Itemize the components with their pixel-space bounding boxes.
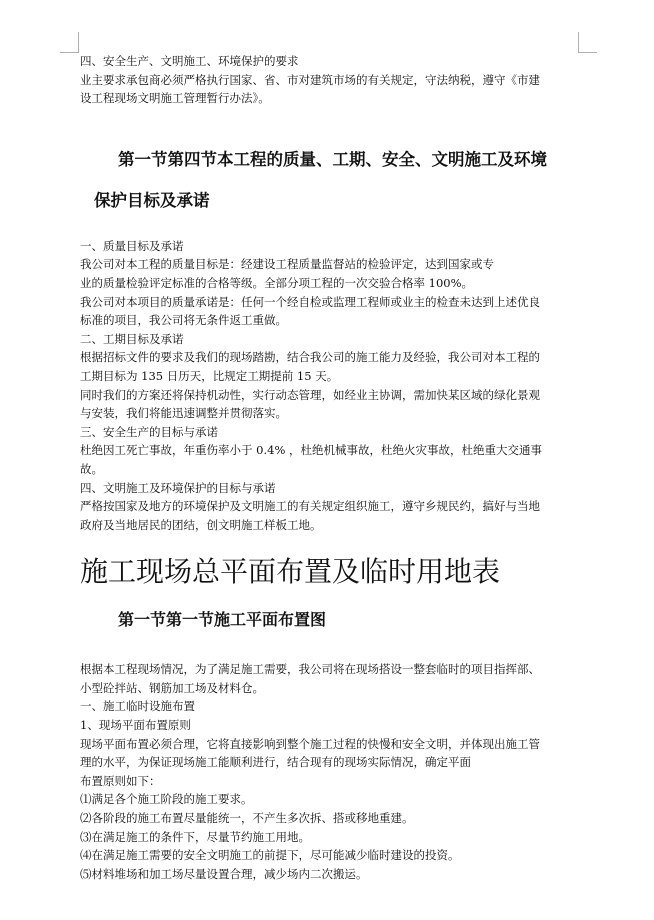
paragraph-line: 现场平面布置必须合理，它将直接影响到整个施工过程的快慢和安全文明，并体现出施工管: [80, 736, 540, 751]
paragraph-line: 1、现场平面布置原则: [80, 718, 191, 733]
paragraph-line: 根据本工程现场情况，为了满足施工需要，我公司将在现场搭设一整套临时的项目指挥部、: [80, 662, 540, 677]
sub-heading: 第一节第一节施工平面布置图: [118, 610, 327, 630]
paragraph-line: 标准的项目，我公司将无条件返工重做。: [80, 313, 287, 328]
section-heading-line-1: 第一节第四节本工程的质量、工期、安全、文明施工及环境: [118, 149, 547, 169]
paragraph-line: 业的质量检验评定标准的合格等级。全部分项工程的一次交验合格率 100%。: [80, 275, 474, 290]
paragraph-line: 我公司对本项目的质量承诺是：任何一个经自检或监理工程师或业主的检查未达到上述优良: [80, 294, 540, 309]
paragraph-line: ⑴满足各个施工阶段的施工要求。: [80, 792, 253, 807]
document-body: [80, 52, 582, 883]
paragraph-line: 二、工期目标及承诺: [80, 331, 184, 346]
paragraph-line: 一、施工临时设施布置: [80, 699, 195, 714]
paragraph-line: 故。: [80, 461, 103, 476]
paragraph-line: 三、安全生产的目标与承诺: [80, 424, 218, 439]
paragraph-line: ⑷在满足施工需要的安全文明施工的前提下，尽可能减少临时建设的投资。: [80, 848, 460, 863]
page-corner-mark-top-left: [60, 32, 79, 53]
paragraph-line: 小型砼拌站、钢筋加工场及材料仓。: [80, 680, 264, 695]
main-heading: 施工现场总平面布置及临时用地表: [80, 555, 501, 589]
paragraph-line: ⑵各阶段的施工布置尽量能统一，不产生多次拆、搭或移地重建。: [80, 811, 414, 826]
section-heading-line-2: 保护目标及承诺: [94, 190, 210, 210]
paragraph-line: 我公司对本工程的质量目标是：经建设工程质量监督站的检验评定，达到国家或专: [80, 257, 494, 272]
paragraph-line: 四、文明施工及环境保护的目标与承诺: [80, 480, 276, 495]
paragraph-line: ⑸材料堆场和加工场尽量设置合理，减少场内二次搬运。: [80, 866, 368, 881]
paragraph-line: 根据招标文件的要求及我们的现场踏勘，结合我公司的施工能力及经验，我公司对本工程的: [80, 350, 540, 365]
paragraph-line: 布置原则如下：: [80, 773, 161, 788]
paragraph-line: 与安装，我们将能迅速调整并贯彻落实。: [80, 406, 287, 421]
paragraph-line: 政府及当地居民的团结，创文明施工样板工地。: [80, 517, 322, 532]
paragraph-line: 设工程现场文明施工管理暂行办法》。: [80, 91, 270, 106]
targets-section: [80, 237, 582, 535]
paragraph-line: 杜绝因工死亡事故，年重伤率小于 0.4% ，杜绝机械事故，杜绝火灾事故，杜绝重大交通事: [80, 443, 543, 458]
paragraph-line: ⑶在满足施工的条件下，尽量节约施工用地。: [80, 829, 310, 844]
paragraph-line: 工期目标为 135 日历天，比规定工期提前 15 天。: [80, 368, 339, 383]
paragraph-line: 四、安全生产、文明施工、环境保护的要求: [80, 54, 299, 68]
page-corner-mark-top-right: [578, 32, 597, 53]
top-section: [80, 52, 582, 108]
paragraph-line: 严格按国家及地方的环境保护及文明施工的有关规定组织施工，遵守乡规民约，搞好与当地: [80, 499, 540, 514]
paragraph-line: 理的水平，为保证现场施工能顺利进行，结合现有的现场实际情况，确定平面: [80, 755, 471, 770]
paragraph-line: 同时我们的方案还将保持机动性，实行动态管理，如经业主协调，需加快某区域的绿化景观: [80, 387, 540, 402]
paragraph-line: 业主要求承包商必须严格执行国家、省、市对建筑市场的有关规定，守法纳税，遵守《市建: [80, 72, 540, 87]
paragraph-line: 一、质量目标及承诺: [80, 238, 184, 253]
layout-section: [80, 660, 582, 883]
